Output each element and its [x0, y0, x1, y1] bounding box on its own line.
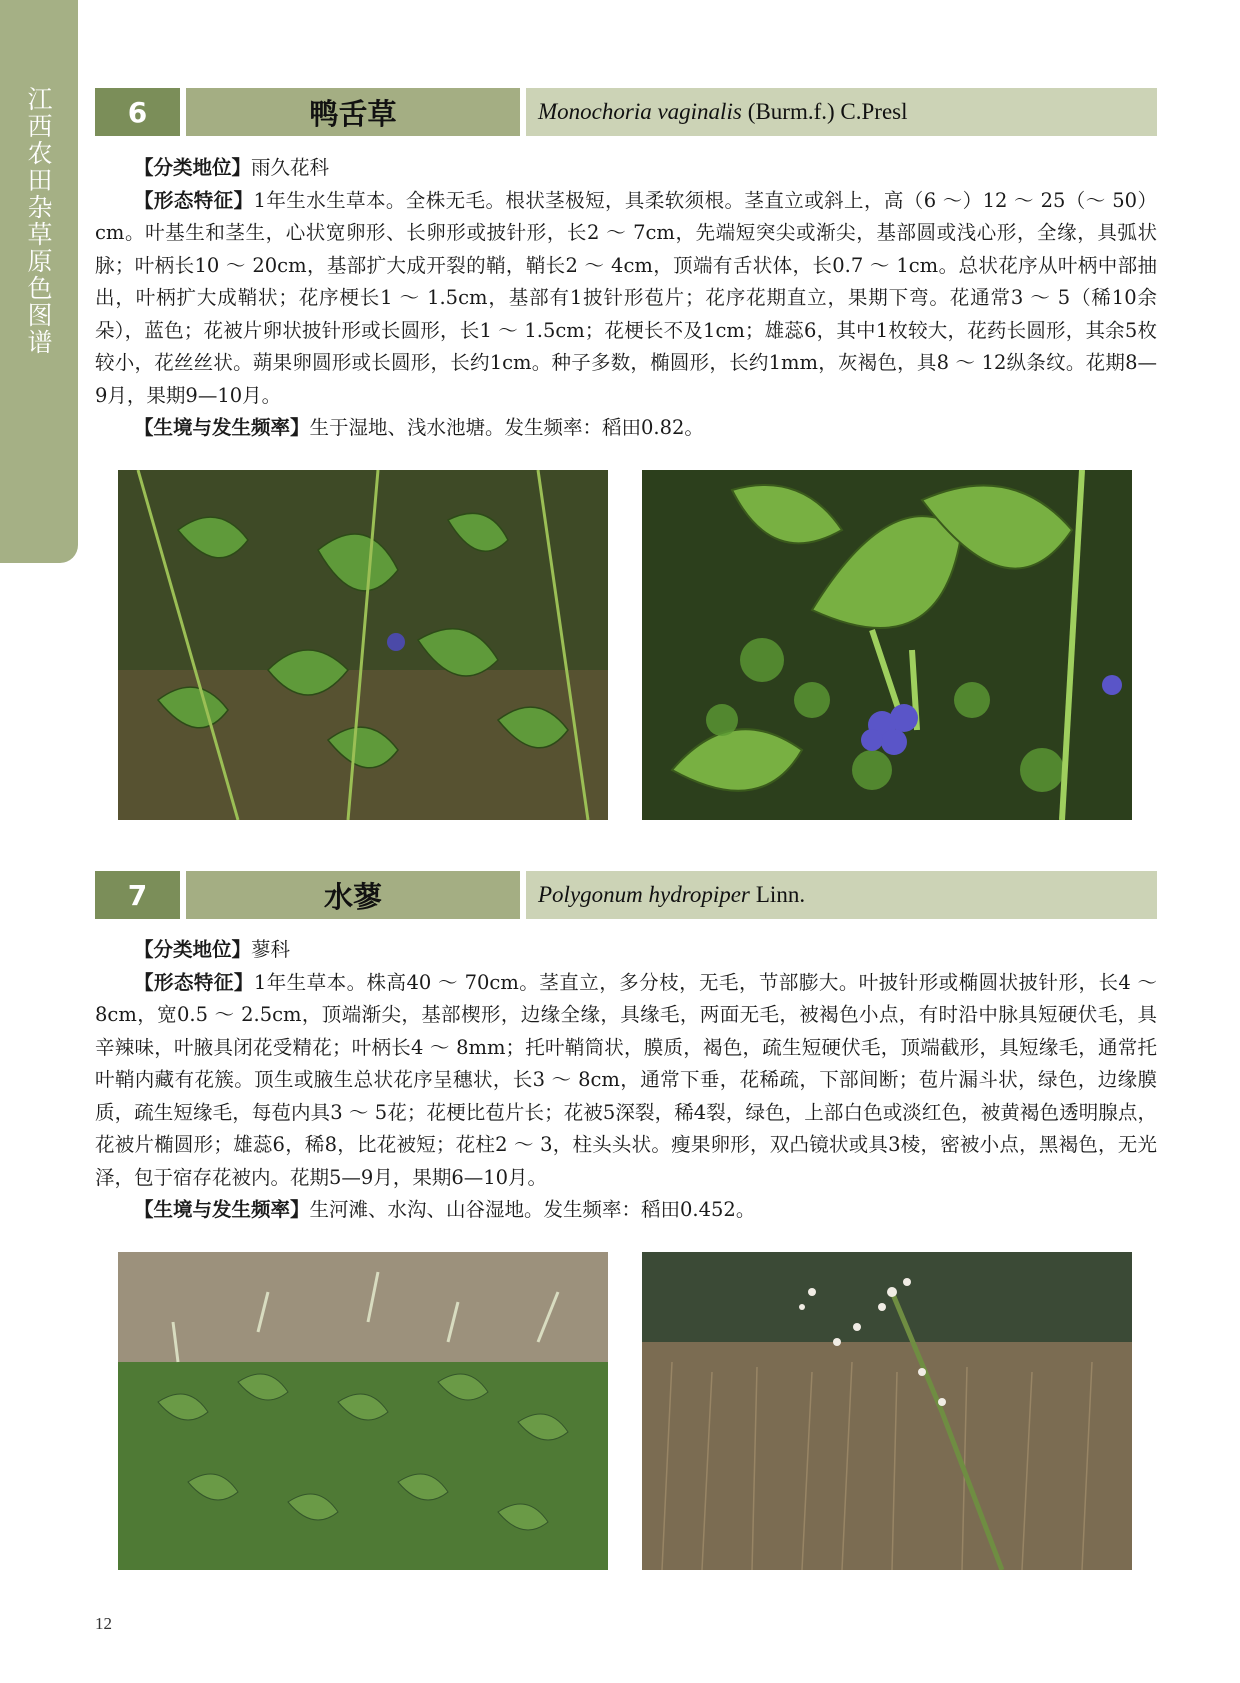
habitat-label: 【生境与发生频率】 [134, 1198, 310, 1221]
latin-name: Monochoria vaginalis [538, 99, 742, 124]
habitat-label: 【生境与发生频率】 [134, 416, 310, 439]
chinese-name: 水蓼 [186, 871, 520, 919]
photo-monochoria-flower [642, 470, 1132, 820]
photo-polygonum-field [642, 1252, 1132, 1570]
classification-value: 蓼科 [251, 938, 291, 961]
habitat-value: 生河滩、水沟、山谷湿地。发生频率：稻田0.452。 [309, 1198, 756, 1221]
morphology-paragraph [95, 185, 1157, 413]
entry-number: 7 [95, 871, 180, 919]
latin-name: Polygonum hydropiper [538, 882, 750, 907]
morphology-value: 1年生草本。株高40 ～ 70cm。茎直立，多分枝，无毛，节部膨大。叶披针形或椭圆状披针形，长4 ～ 8cm，宽0.5 ～ 2.5cm，顶端渐尖，基部楔形，边缘全缘，具缘毛，两面无毛，被褐色小点，有时沿中脉具短硬伏毛，具辛辣味，叶腋具闭花受精花；叶柄长4 ～ 8mm；托叶鞘筒状，膜质，褐色，疏生短硬伏毛，顶端截形，具短缘毛，通常托叶鞘内藏有花簇。顶生或腋生总状花序呈穗状，长3 ～ 8cm，通常下垂，花稀疏，下部间断；苞片漏斗状，绿色，边缘膜质，疏生短缘毛，每苞内具3 ～ 5花；花梗比苞片长；花被5深裂，稀4裂，绿色，上部白色或淡红色，被黄褐色透明腺点，花被片椭圆形；雄蕊6，稀8，比花被短；花柱2 ～ 3，柱头头状。瘦果卵形，双凸镜状或具3棱，密被小点，黑褐色，无光泽，包于宿存花被内。花期5—9月，果期6—10月。 [95, 970, 1157, 1189]
entry-number: 6 [95, 88, 180, 136]
classification-value: 雨久花科 [251, 156, 330, 179]
habitat-paragraph [95, 412, 1157, 445]
entry-text-6 [95, 152, 1157, 445]
habitat-value: 生于湿地、浅水池塘。发生频率：稻田0.82。 [309, 416, 704, 439]
latin-name-box [526, 871, 1157, 919]
morphology-label: 【形态特征】 [134, 970, 254, 994]
entry-header-6 [95, 88, 1157, 136]
book-title: 江西农田杂草原色图谱 [24, 86, 53, 356]
classification-paragraph [95, 152, 1157, 185]
morphology-value: 1年生水生草本。全株无毛。根状茎极短，具柔软须根。茎直立或斜上，高（6 ～）12 ～ 25（～ 50）cm。叶基生和茎生，心状宽卵形、长卵形或披针形，长2 ～ 7cm，先端短突尖或渐尖，基部圆或浅心形，全缘，具弧状脉；叶柄长10 ～ 20cm，基部扩大成开裂的鞘，鞘长2 ～ 4cm，顶端有舌状体，长0.7 ～ 1cm。总状花序从叶柄中部抽出，叶柄扩大成鞘状；花序梗长1 ～ 1.5cm，基部有1披针形苞片；花序花期直立，果期下弯。花通常3 ～ 5（稀10余朵），蓝色；花被片卵状披针形或长圆形，长1 ～ 1.5cm；花梗长不及1cm；雄蕊6，其中1枚较大，花药长圆形，其余5枚较小，花丝丝状。蒴果卵圆形或长圆形，长约1cm。种子多数，椭圆形，长约1mm，灰褐色，具8 ～ 12纵条纹。花期8—9月，果期9—10月。 [95, 188, 1157, 407]
entry-header-7 [95, 871, 1157, 919]
latin-author: (Burm.f.) C.Presl [747, 99, 908, 124]
side-tab [0, 0, 78, 563]
latin-author: Linn. [755, 882, 806, 907]
photo-polygonum-plant [118, 1252, 608, 1570]
classification-label: 【分类地位】 [134, 938, 252, 961]
morphology-label: 【形态特征】 [134, 188, 254, 212]
entry-text-7 [95, 934, 1157, 1227]
chinese-name: 鸭舌草 [186, 88, 520, 136]
latin-name-box [526, 88, 1157, 136]
classification-paragraph [95, 934, 1157, 967]
classification-label: 【分类地位】 [134, 156, 252, 179]
habitat-paragraph [95, 1194, 1157, 1227]
page-number: 12 [95, 1614, 112, 1633]
morphology-paragraph [95, 967, 1157, 1195]
photo-monochoria-field [118, 470, 608, 820]
